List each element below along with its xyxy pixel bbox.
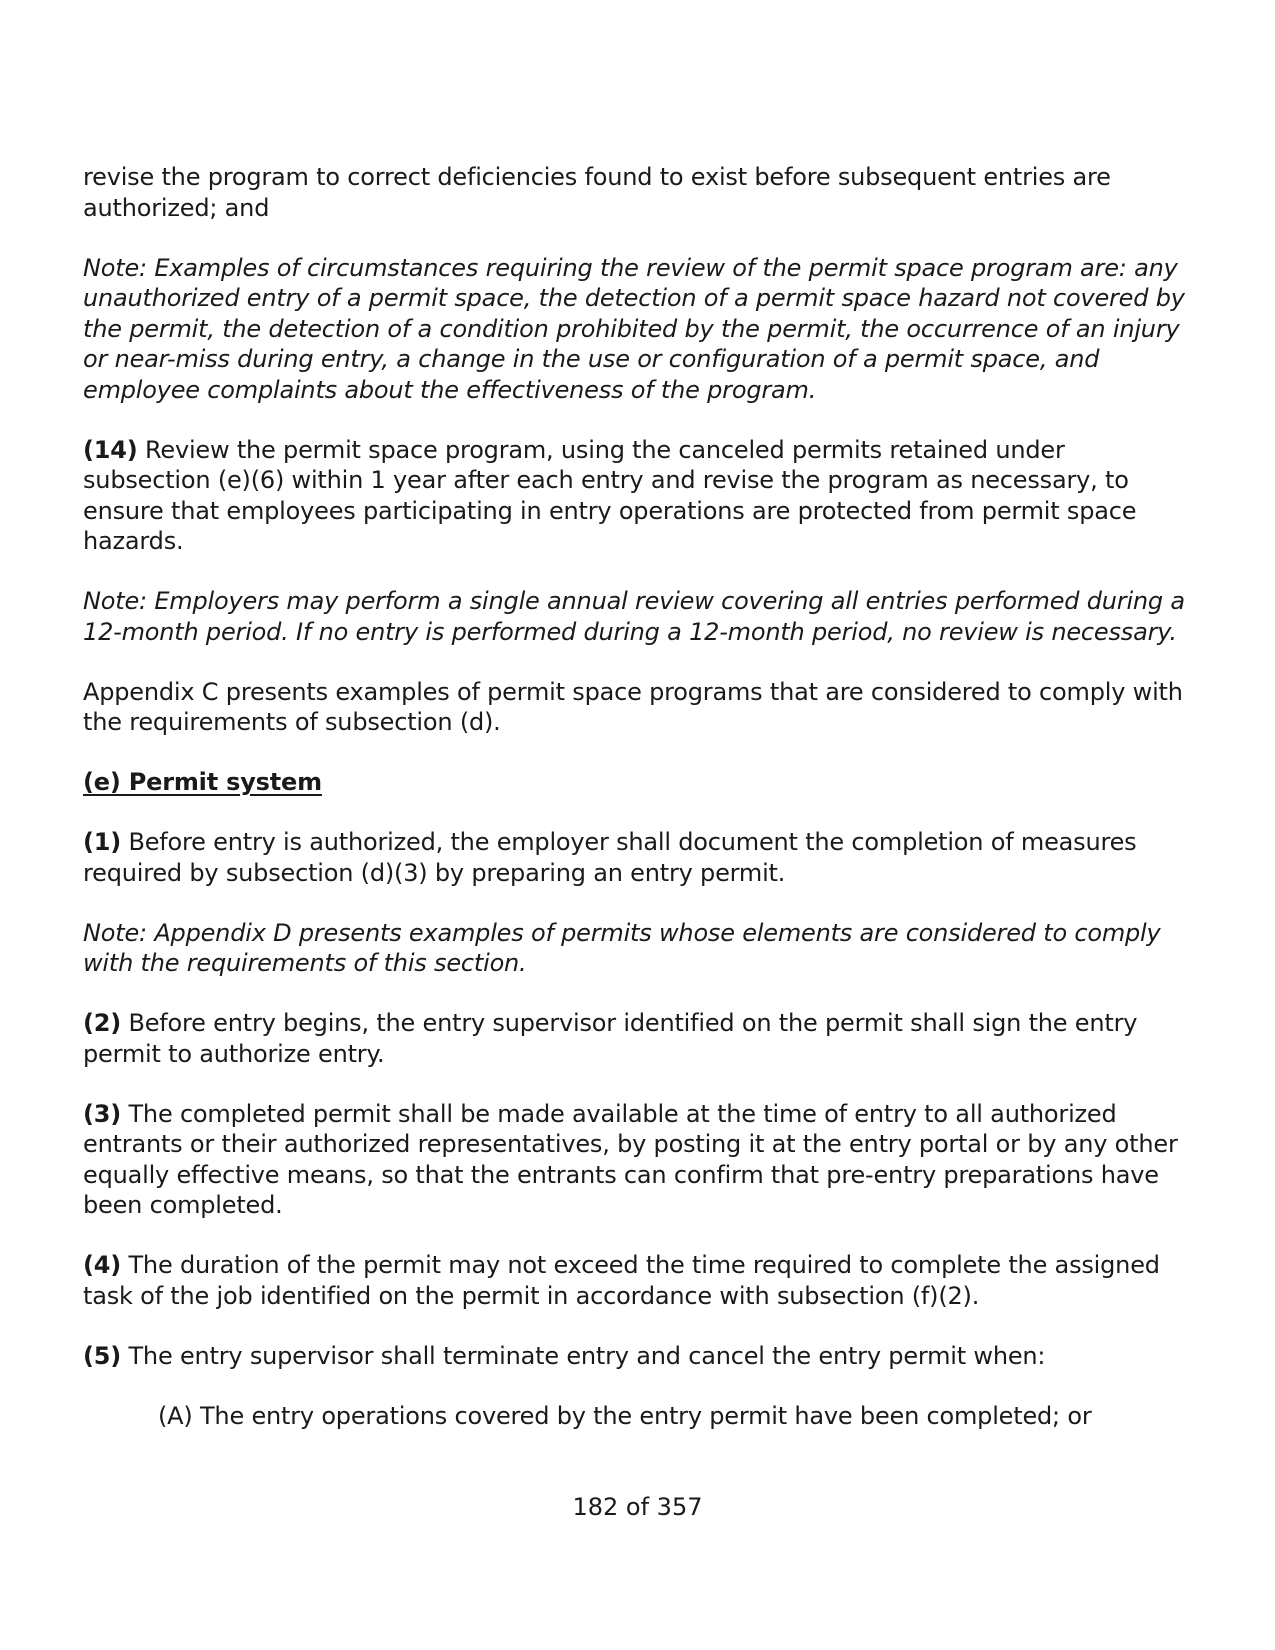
appendix-c-reference: Appendix C presents examples of permit space programs that are considered to comply with the requirements of subsection (d). [83,677,1183,736]
item-number: (3) [83,1099,122,1128]
item-number: (1) [83,828,122,856]
item-text: Before entry begins, the entry supervisor identified on the permit shall sign the entry permit to authorize entry. [83,1009,1138,1068]
page-number: 182 of 357 [572,1493,703,1521]
item-text: The duration of the permit may not exceed the time required to complete the assigned task of the job identified on the permit in accordance with subsection (f)(2). [83,1251,1160,1310]
item-e2 [83,1008,1193,1069]
item-e4 [83,1250,1193,1311]
document-body [83,162,1193,1461]
item-e1 [83,827,1193,888]
item-e5-a: (A) The entry operations covered by the entry permit have been completed; or [158,1401,1092,1430]
paragraph-continuation: revise the program to correct deficiencies found to exist before subsequent entries are authorized; and [83,163,1111,222]
note-appendix-d: Note: Appendix D presents examples of permits whose elements are considered to comply with the requirements of this section. [83,918,1161,977]
note-review-circumstances: Note: Examples of circumstances requiring the review of the permit space program are: any unauthorized entry of a permit space, the detection of a permit space hazard not covered by the permit, the detection of a condition prohibited by the permit, the occurrence of an injury or near-miss during entry, a change in the use or configuration of a permit space, and employee complaints about the effectiveness of the program. [83,253,1185,404]
item-text: The entry supervisor shall terminate entry and cancel the entry permit when: [121,1341,1046,1370]
item-text: Before entry is authorized, the employer shall document the completion of measures required by subsection (d)(3) by preparing an entry permit. [83,828,1137,887]
item-number: (4) [83,1251,122,1279]
section-heading-permit-system: (e) Permit system [83,768,322,796]
item-number: (2) [83,1009,122,1037]
item-e5 [83,1341,1193,1372]
item-number: (5) [83,1341,122,1370]
item-14 [83,435,1193,557]
item-text: Review the permit space program, using the canceled permits retained under subsection (e)(6) within 1 year after each entry and revise the program as necessary, to ensure that employees participating in entry operations are protected from permit space hazards. [83,435,1137,555]
note-annual-review: Note: Employers may perform a single annual review covering all entries performed during a 12-month period. If no entry is performed during a 12-month period, no review is necessary. [83,587,1185,646]
item-text: The completed permit shall be made available at the time of entry to all authorized entrants or their authorized representatives, by posting it at the entry portal or by any other equally effective means, so that the entrants can confirm that pre-entry preparations have been completed. [83,1099,1178,1219]
item-e3 [83,1099,1193,1221]
item-number: (14) [83,435,138,464]
